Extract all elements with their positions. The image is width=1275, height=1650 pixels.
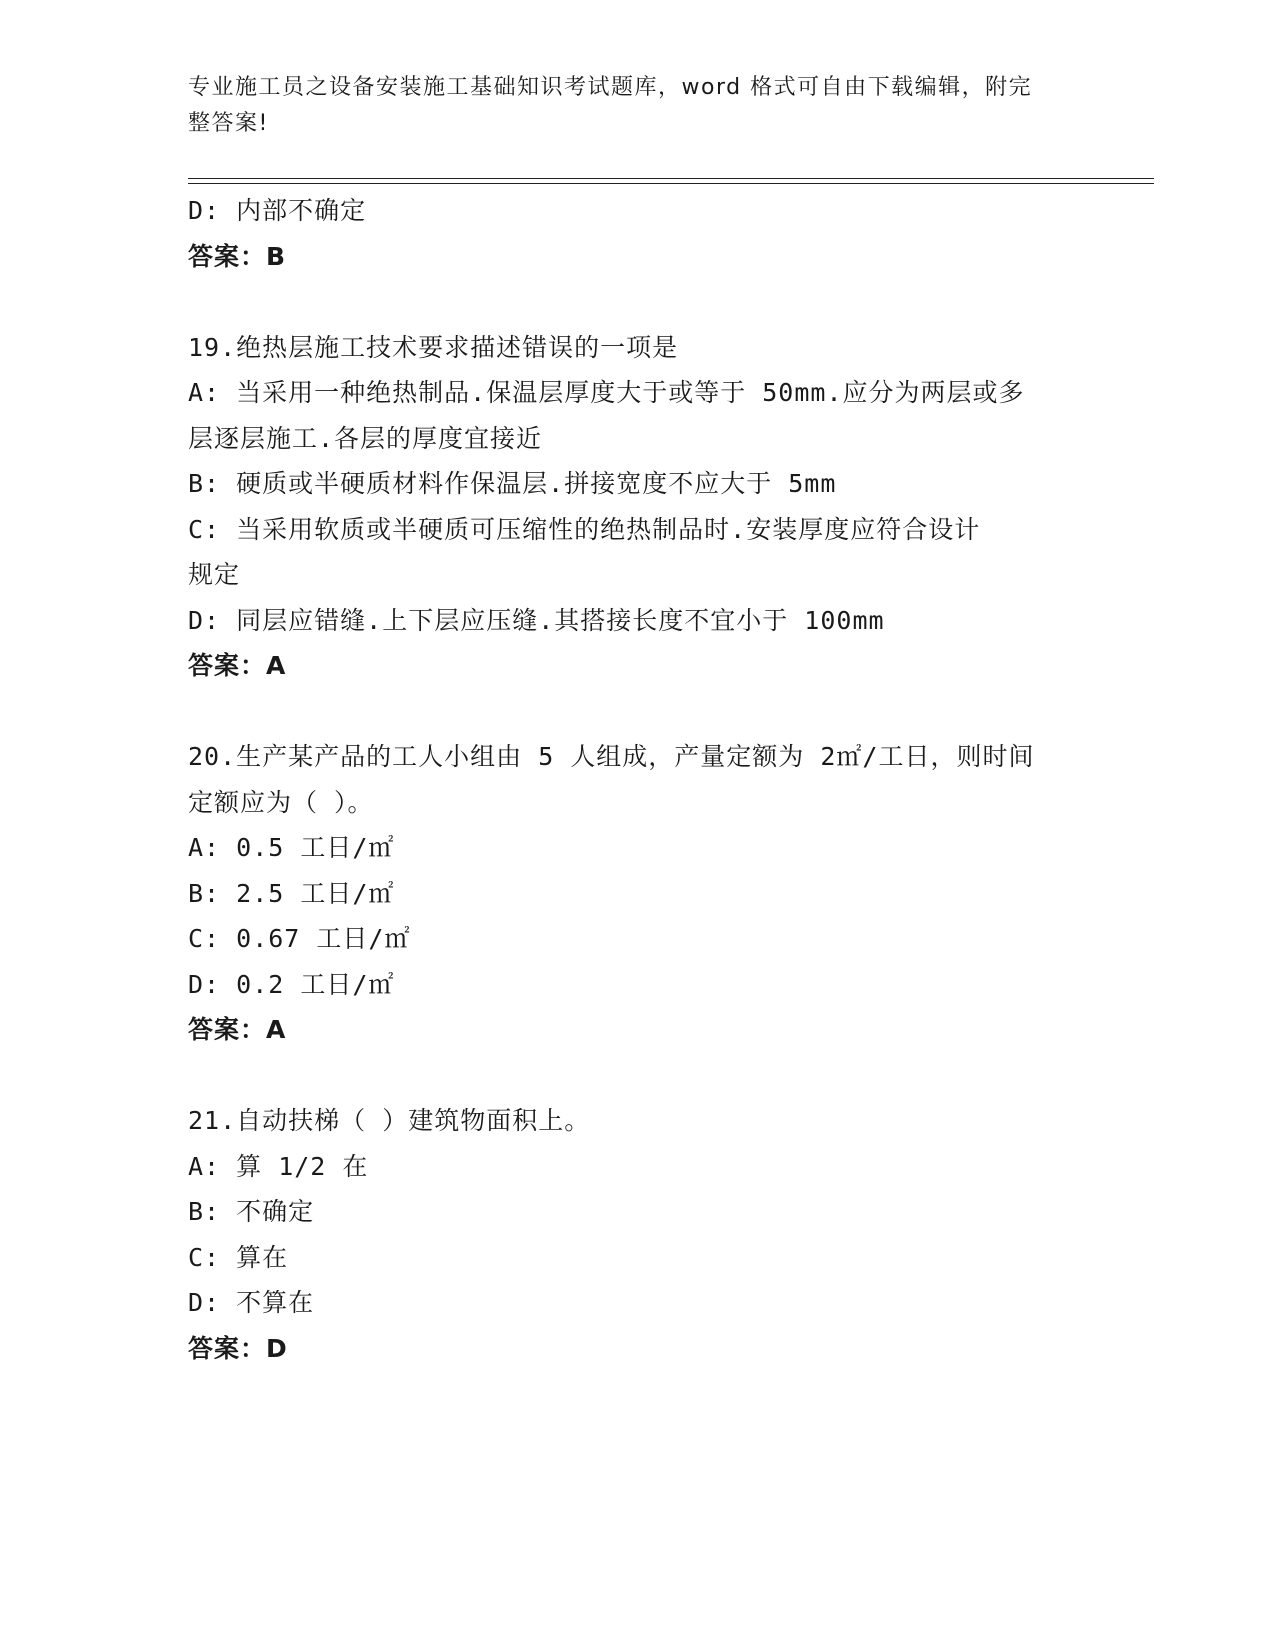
header-line-1: 专业施工员之设备安装施工基础知识考试题库，word 格式可自由下载编辑，附完 (188, 75, 1033, 100)
option-a: A: 当采用一种绝热制品.保温层厚度大于或等于 50mm.应分为两层或多 (188, 378, 1025, 407)
option-b: B: 硬质或半硬质材料作保温层.拼接宽度不应大于 5mm (188, 469, 837, 498)
answer-label: 答案：D (188, 1333, 288, 1363)
header-divider-top (188, 178, 1154, 179)
option-c: C: 当采用软质或半硬质可压缩性的绝热制品时.安装厚度应符合设计 (188, 514, 981, 544)
header-line-2: 整答案! (188, 111, 269, 136)
option-d: D: 0.2 工日/㎡ (188, 969, 395, 999)
question-text: 19.绝热层施工技术要求描述错误的一项是 (188, 332, 679, 362)
question-content (188, 188, 1088, 1371)
answer-label: 答案：A (188, 651, 287, 680)
question-20 (188, 734, 1088, 1053)
option-b: B: 不确定 (188, 1197, 315, 1226)
question-19 (188, 325, 1088, 689)
question-text: 20.生产某产品的工人小组由 5 人组成，产量定额为 2㎡/工日，则时间 (188, 742, 1035, 771)
spacer (188, 1053, 1088, 1099)
answer-label: 答案：B (188, 241, 287, 271)
spacer (188, 279, 1088, 325)
option-c-continued: 规定 (188, 560, 241, 589)
option-a: A: 0.5 工日/㎡ (188, 833, 395, 862)
option-a-continued: 层逐层施工.各层的厚度宜接近 (188, 423, 543, 453)
option-d: D: 不算在 (188, 1288, 315, 1317)
document-header (188, 70, 1088, 142)
question-21 (188, 1098, 1088, 1371)
question-text: 21.自动扶梯（ ）建筑物面积上。 (188, 1106, 591, 1135)
option-d: D: 内部不确定 (188, 196, 367, 225)
question-18-tail (188, 188, 1088, 279)
option-a: A: 算 1/2 在 (188, 1151, 369, 1181)
spacer (188, 689, 1088, 735)
header-divider-bottom (188, 183, 1154, 184)
answer-label: 答案：A (188, 1015, 287, 1044)
option-b: B: 2.5 工日/㎡ (188, 878, 395, 908)
question-text-continued: 定额应为（ ）。 (188, 787, 374, 817)
option-c: C: 0.67 工日/㎡ (188, 924, 411, 953)
option-d: D: 同层应错缝.上下层应压缝.其搭接长度不宜小于 100mm (188, 605, 885, 635)
option-c: C: 算在 (188, 1242, 289, 1272)
